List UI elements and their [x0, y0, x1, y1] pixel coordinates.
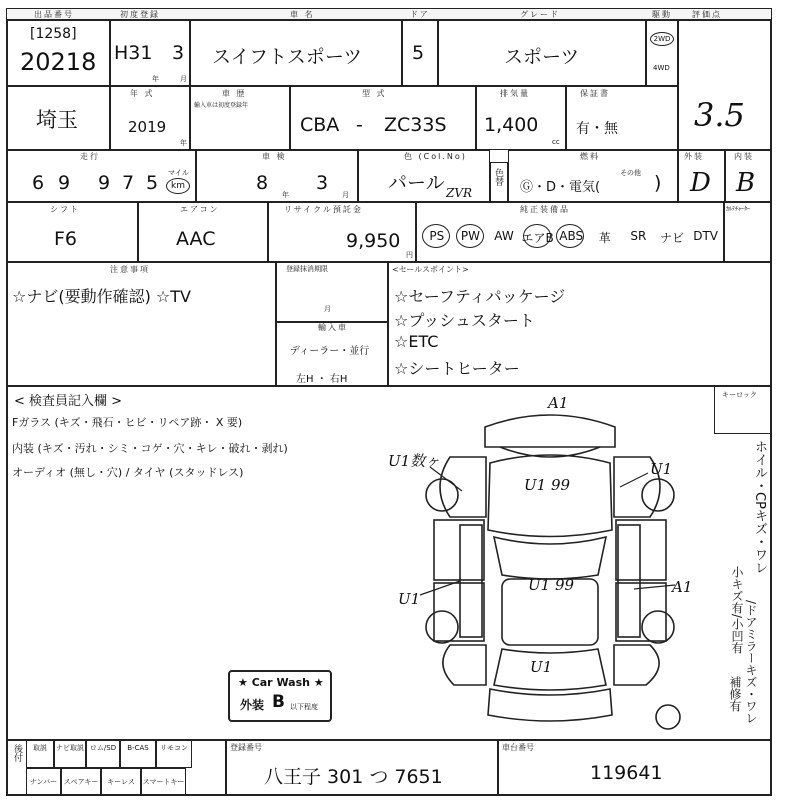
- equip-item-4: ABS: [559, 229, 584, 243]
- first-reg-era: H31: [114, 42, 153, 64]
- car-diagram: [390, 395, 710, 730]
- first-reg-label: 初度登録: [120, 10, 160, 19]
- inspector-line-3: オーディオ (無し・穴) / タイヤ (スタッドレス): [12, 466, 244, 479]
- footer-remote-label: 後付: [12, 744, 22, 762]
- chassis-value: 119641: [590, 762, 663, 784]
- right-sill: [618, 525, 640, 637]
- vehicle-year-label: 車 歴: [222, 89, 247, 98]
- model-year-unit: 年: [180, 139, 187, 147]
- drive-2wd-circle: [650, 32, 674, 46]
- deadline-month: 月: [324, 305, 331, 313]
- mileage-km: km: [171, 181, 185, 191]
- score-value: 3.5: [694, 96, 745, 134]
- ext-label: 外装: [684, 152, 704, 161]
- footer-option-bottom-2: キーレス: [101, 768, 141, 796]
- right-rear-fender: [614, 645, 659, 685]
- color-label: 色 (Col.No): [404, 152, 467, 161]
- equip-item-2: AW: [494, 229, 514, 243]
- sales-label: <セールスポイント>: [392, 265, 469, 274]
- damage-right-rear: A1: [672, 578, 693, 596]
- damage-rear: U1: [530, 658, 553, 676]
- drive-2wd: 2WD: [653, 35, 671, 43]
- damage-leader-right-front: [620, 473, 648, 487]
- damage-hood: U1 99: [524, 476, 571, 494]
- car-name: スイフトスポーツ: [212, 46, 363, 68]
- car-wash-note: 以下程度: [290, 703, 318, 711]
- left-front-fender: [440, 457, 486, 517]
- inspection-month: 3: [316, 172, 329, 194]
- type-label: 型 式: [362, 89, 387, 98]
- inspection-label: 車 検: [262, 152, 287, 161]
- car-wash-title: ★ Car Wash ★: [238, 676, 324, 689]
- equip-item-8: DTV: [693, 229, 718, 243]
- vehicle-year-sub: 輸入車は初度登録年: [194, 102, 249, 109]
- left-rear-wheel: [426, 611, 458, 643]
- lot-number: 20218: [20, 48, 97, 76]
- type-dash: -: [356, 114, 363, 136]
- deadline-label: 登録抹消期限: [286, 265, 328, 273]
- displacement-value: 1,400: [484, 114, 539, 136]
- keylock-label: キーロック: [722, 391, 757, 399]
- mileage-digit-4: 7: [122, 172, 135, 194]
- damage-left-rear: U1: [398, 590, 421, 608]
- type-code: ZC33S: [384, 114, 447, 136]
- int-grade: B: [736, 168, 756, 198]
- damage-left-front: U1数ヶ: [388, 452, 441, 470]
- mileage-km-circle: [166, 178, 190, 194]
- score-label: 評価点: [692, 10, 722, 19]
- displacement-label: 排気量: [500, 89, 530, 98]
- mileage-label: 走行: [80, 152, 100, 161]
- sales-point-2: ☆プッシュスタート: [394, 311, 535, 330]
- ac-label: エアコン: [180, 205, 220, 214]
- caution-cell: [6, 262, 276, 386]
- mileage-digit-3: 9: [98, 172, 111, 194]
- shift-value: F6: [54, 228, 78, 250]
- inspector-vertical-2: /ドアミラーキズ・ワレ: [744, 600, 758, 725]
- inspection-month-mark: 月: [342, 191, 349, 199]
- displacement-unit: cc: [552, 138, 560, 146]
- chassis-label: 車台番号: [502, 743, 534, 752]
- caution-label: 注意事項: [110, 265, 150, 274]
- inspector-line-1: Fガラス (キズ・飛石・ヒビ・リペア跡・ X 要): [12, 416, 243, 429]
- fuel-value: Ⓖ・D・電気(: [520, 180, 601, 195]
- warranty-value: 有・無: [576, 121, 618, 137]
- first-reg-month: 3: [172, 42, 185, 64]
- damage-right-front: U1: [650, 460, 673, 478]
- recycle-value: 9,950: [346, 230, 401, 252]
- ext-grade: D: [690, 168, 711, 198]
- mileage-digit-2: 9: [58, 172, 71, 194]
- grade-value: スポーツ: [504, 46, 580, 68]
- region-value: 埼玉: [36, 108, 78, 132]
- history-label: ｶﾙﾃﾁｬｰﾀｰ: [726, 206, 751, 213]
- import-dealer: ディーラー・並行: [290, 346, 370, 357]
- import-steering: 左H ・ 右H: [296, 374, 348, 385]
- equip-item-6: SR: [630, 229, 647, 243]
- mileage-digit-1: 6: [32, 172, 45, 194]
- color-value: パール: [388, 172, 445, 194]
- mileage-miles: マイル: [168, 169, 189, 177]
- first-reg-month-mark: 月: [180, 75, 187, 83]
- equip-item-3: エアB: [521, 231, 554, 245]
- int-label: 内装: [734, 152, 754, 161]
- shift-label: シフト: [50, 205, 80, 214]
- footer-option-bottom-3: スマートキー: [141, 768, 186, 796]
- footer-option-top-0: 取説: [26, 740, 54, 768]
- color-change-label: 色替: [493, 168, 503, 186]
- car-wash-ext: 外装: [240, 698, 265, 712]
- warranty-label: 保証書: [580, 89, 610, 98]
- sales-point-4: ☆シートヒーター: [394, 359, 520, 378]
- fuel-label: 燃料: [580, 152, 600, 161]
- right-front-wheel: [642, 479, 674, 511]
- doors-value: 5: [412, 42, 425, 64]
- left-rear-fender: [443, 645, 486, 685]
- footer-option-top-3: B-CAS: [120, 740, 156, 768]
- first-reg-year-mark: 年: [152, 75, 159, 83]
- windshield: [494, 537, 606, 579]
- door-label: ドア: [410, 10, 430, 19]
- lot-ref: [1258]: [30, 26, 77, 42]
- left-front-door: [434, 520, 484, 580]
- damage-roof: U1 99: [528, 576, 575, 594]
- inspection-year-mark: 年: [282, 191, 289, 199]
- inspection-year: 8: [256, 172, 269, 194]
- hood-panel: [488, 455, 612, 537]
- color-code: ZVR: [446, 186, 473, 200]
- footer-option-top-4: リモコン: [156, 740, 192, 768]
- inspector-vertical-4: 補修有: [728, 676, 742, 712]
- left-rear-door: [434, 583, 484, 641]
- model-year-value: 2019: [128, 118, 167, 136]
- ac-value: AAC: [176, 228, 216, 250]
- equip-label: 純正装備品: [520, 205, 570, 214]
- plate-label: 登録番号: [230, 743, 262, 752]
- equip-item-5: 革: [598, 231, 611, 245]
- lot-label: 出品番号: [34, 10, 74, 19]
- footer-option-top-2: ロム/SD: [86, 740, 120, 768]
- damage-front: A1: [548, 394, 569, 412]
- name-label: 車 名: [290, 10, 315, 19]
- footer-option-top-1: ナビ取説: [54, 740, 86, 768]
- drive-4wd: 4WD: [653, 64, 670, 72]
- left-sill: [460, 525, 482, 637]
- drive-label: 駆動: [652, 10, 672, 19]
- right-front-door: [616, 520, 666, 580]
- inspector-line-2: 内装 (キズ・汚れ・シミ・コゲ・穴・キレ・破れ・剥れ): [12, 442, 288, 455]
- caution-text: ☆ナビ(要動作確認) ☆TV: [12, 287, 191, 306]
- fuel-other: その他: [620, 169, 641, 177]
- type-prefix: CBA: [300, 114, 340, 136]
- sales-point-3: ☆ETC: [394, 332, 439, 351]
- plate-value: 八王子 301 つ 7651: [264, 766, 443, 788]
- mileage-digit-5: 5: [146, 172, 159, 194]
- right-rear-wheel: [642, 611, 674, 643]
- spare-wheel: [656, 705, 680, 729]
- right-rear-door: [616, 583, 666, 641]
- equip-item-0: PS: [429, 229, 445, 243]
- tailgate: [488, 689, 612, 721]
- car-wash-stamp: [228, 670, 332, 722]
- car-wash-grade: B: [272, 692, 285, 712]
- footer-option-bottom-1: スペアキー: [61, 768, 101, 796]
- model-year-label: 年 式: [130, 89, 155, 98]
- equip-item-1: PW: [460, 229, 480, 243]
- front-bumper: [485, 415, 615, 447]
- inspector-vertical-1: ホイル・CPキズ・ワレ: [752, 440, 767, 574]
- inspector-vertical-3: 小キズ有/小凹有: [730, 566, 744, 655]
- inspector-title: < 検査員記入欄 >: [14, 394, 123, 409]
- sales-point-1: ☆セーフティパッケージ: [394, 287, 566, 306]
- drive-cell: [646, 20, 678, 86]
- grade-label: グレード: [520, 10, 560, 19]
- import-label: 輸入車: [318, 323, 348, 332]
- recycle-unit: 円: [406, 251, 413, 259]
- footer-option-bottom-0: ナンバー: [26, 768, 61, 796]
- recycle-label: リサイクル預託金: [284, 205, 363, 214]
- equip-item-7: ナビ: [659, 231, 684, 245]
- fuel-close: ): [654, 172, 662, 194]
